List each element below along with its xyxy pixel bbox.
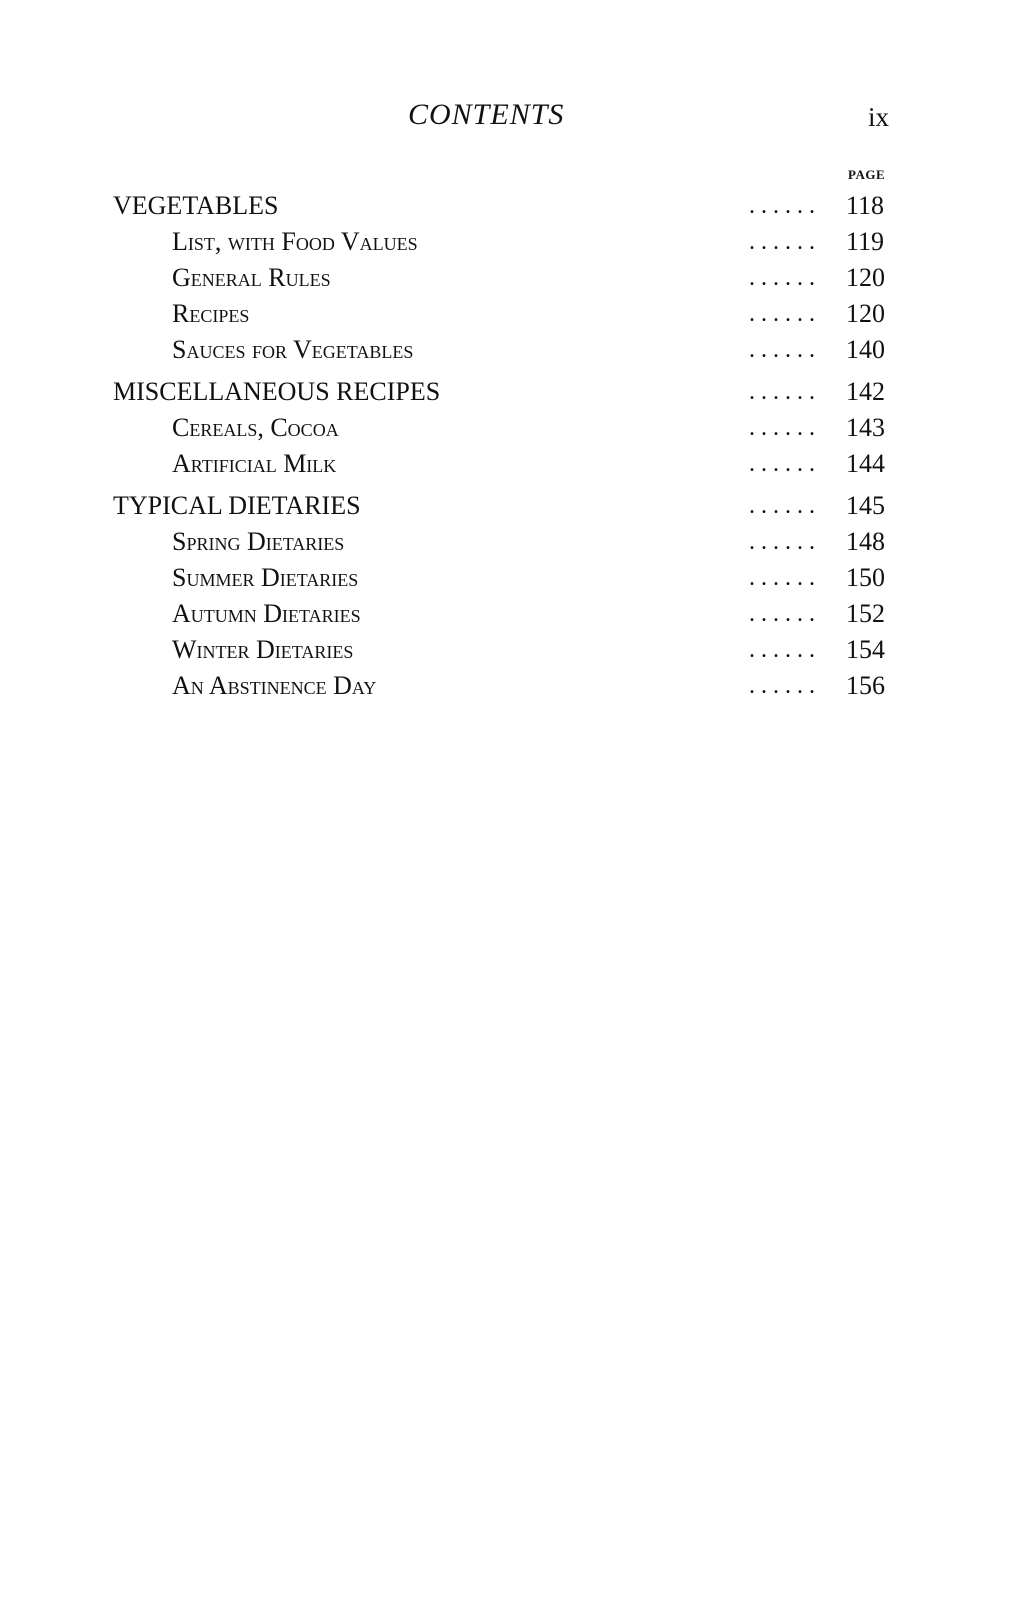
- toc-entry-title: Recipes: [172, 299, 250, 328]
- dot-leader: . . . . . .: [749, 637, 815, 663]
- toc-subentry: [0, 224, 1035, 260]
- dot-leader: . . . . . .: [749, 673, 815, 699]
- toc-entry-title: An Abstinence Day: [172, 671, 377, 700]
- toc-entry-title: General Rules: [172, 263, 331, 292]
- dot-leader: . . . . . .: [749, 601, 815, 627]
- dot-leader: . . . . . .: [749, 565, 815, 591]
- toc-section-entry: [0, 374, 1035, 410]
- toc-subentry: [0, 560, 1035, 596]
- toc-entry-page: 143: [846, 413, 885, 442]
- toc-entry-page: 120: [846, 299, 885, 328]
- dot-leader: . . . . . .: [749, 451, 815, 477]
- toc-subentry: [0, 596, 1035, 632]
- table-of-contents: [0, 188, 1035, 704]
- toc-entry-page: 120: [846, 263, 885, 292]
- dot-leader: . . . . . .: [749, 493, 815, 519]
- toc-entry-title: TYPICAL DIETARIES: [113, 491, 361, 520]
- toc-entry-page: 118: [846, 191, 885, 220]
- toc-section-entry: [0, 188, 1035, 224]
- toc-subentry: [0, 524, 1035, 560]
- toc-section-entry: [0, 488, 1035, 524]
- toc-subentry: [0, 260, 1035, 296]
- toc-entry-title: List, with Food Values: [172, 227, 418, 256]
- toc-subentry: [0, 332, 1035, 368]
- toc-entry-page: 156: [846, 671, 885, 700]
- dot-leader: . . . . . .: [749, 265, 815, 291]
- toc-entry-title: Winter Dietaries: [172, 635, 354, 664]
- toc-entry-page: 145: [846, 491, 885, 520]
- toc-entry-page: 140: [846, 335, 885, 364]
- dot-leader: . . . . . .: [749, 229, 815, 255]
- dot-leader: . . . . . .: [749, 337, 815, 363]
- toc-subentry: [0, 446, 1035, 482]
- toc-entry-page: 150: [846, 563, 885, 592]
- toc-entry-title: Spring Dietaries: [172, 527, 345, 556]
- toc-entry-page: 148: [846, 527, 885, 556]
- toc-entry-title: MISCELLANEOUS RECIPES: [113, 377, 441, 406]
- running-head: [0, 98, 1035, 138]
- dot-leader: . . . . . .: [749, 415, 815, 441]
- toc-entry-title: Cereals, Cocoa: [172, 413, 339, 442]
- dot-leader: . . . . . .: [749, 193, 815, 219]
- dot-leader: . . . . . .: [749, 301, 815, 327]
- dot-leader: . . . . . .: [749, 379, 815, 405]
- toc-entry-title: Artificial Milk: [172, 449, 337, 478]
- page-column-label: PAGE: [848, 167, 886, 182]
- toc-subentry: [0, 632, 1035, 668]
- toc-entry-page: 154: [846, 635, 885, 664]
- toc-entry-title: Summer Dietaries: [172, 563, 359, 592]
- running-title: CONTENTS: [408, 98, 565, 131]
- toc-entry-page: 152: [846, 599, 885, 628]
- toc-entry-page: 144: [846, 449, 885, 478]
- page-number: ix: [868, 102, 890, 132]
- toc-subentry: [0, 296, 1035, 332]
- toc-entry-page: 119: [846, 227, 885, 256]
- toc-entry-title: Sauces for Vegetables: [172, 335, 414, 364]
- toc-entry-title: Autumn Dietaries: [172, 599, 361, 628]
- toc-entry-title: VEGETABLES: [113, 191, 279, 220]
- toc-subentry: [0, 668, 1035, 704]
- dot-leader: . . . . . .: [749, 529, 815, 555]
- toc-subentry: [0, 410, 1035, 446]
- toc-entry-page: 142: [846, 377, 885, 406]
